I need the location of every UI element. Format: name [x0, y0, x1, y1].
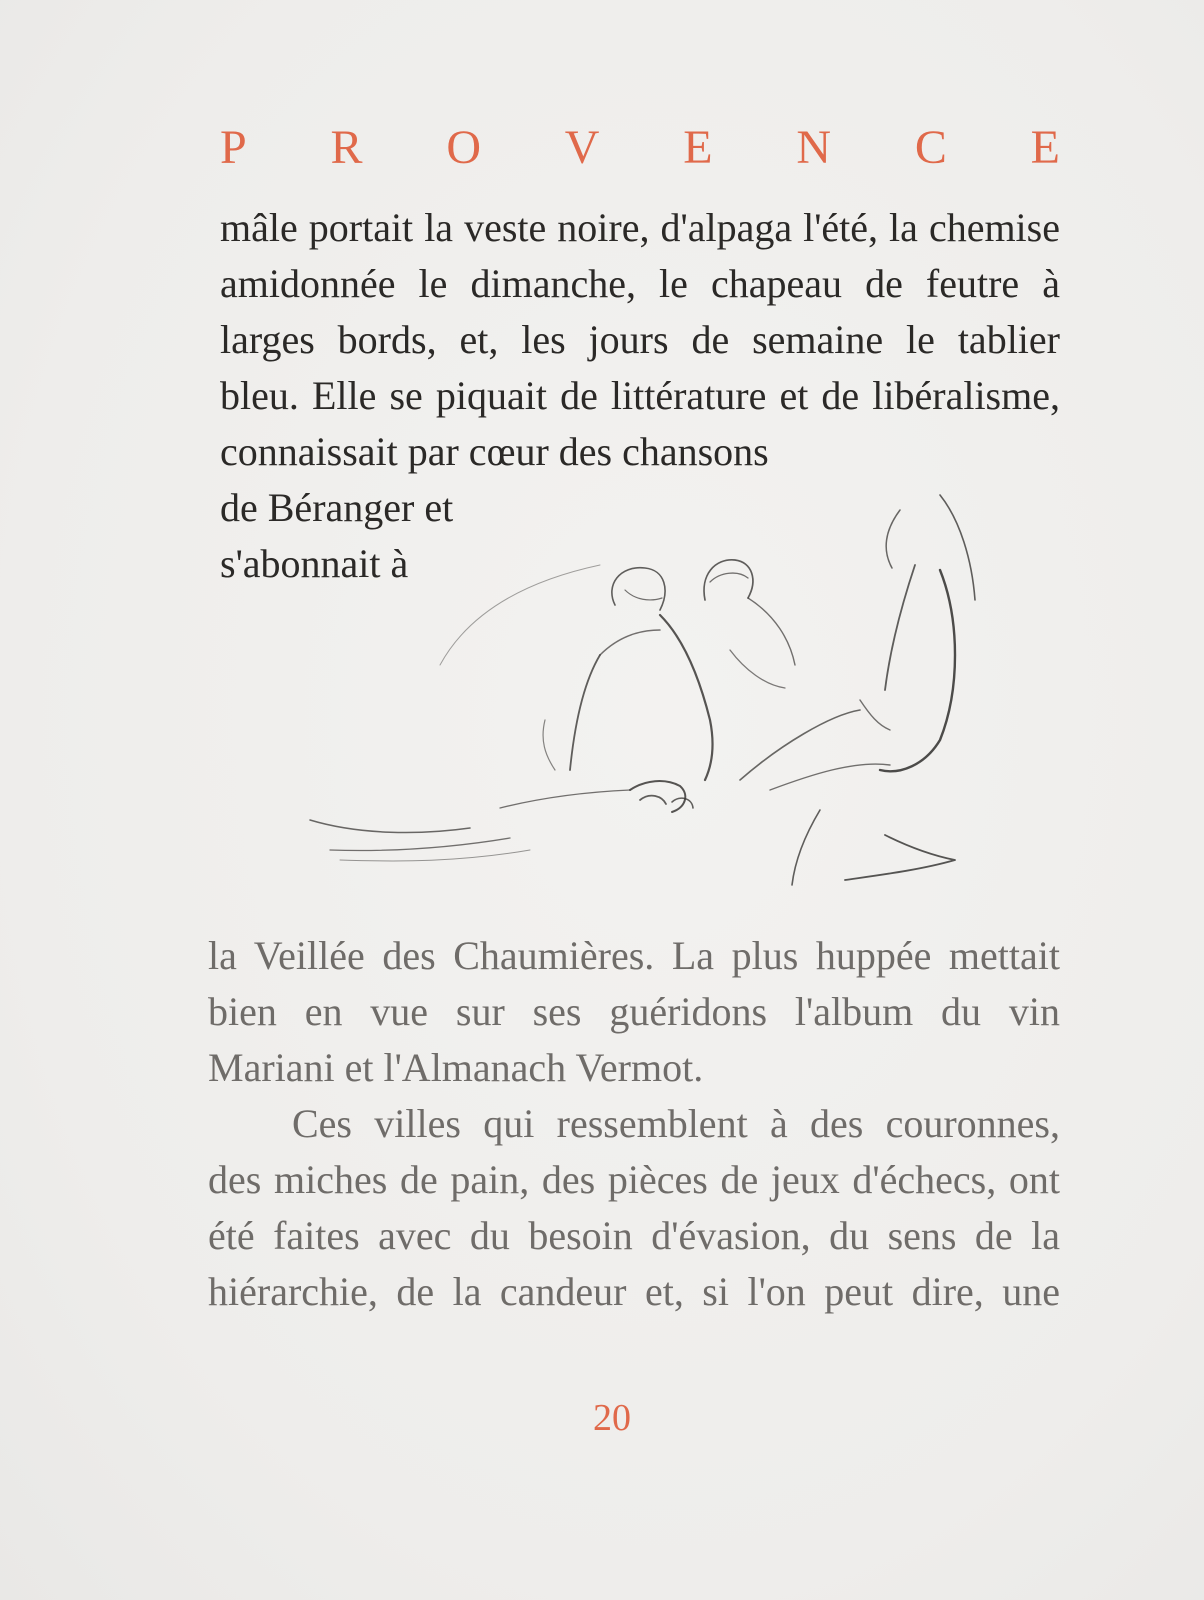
- running-head-letter: P: [220, 121, 247, 174]
- running-head-letter: E: [1030, 121, 1060, 174]
- text-line: des miches de pain, des pièces de jeux d'échecs, ont: [208, 1157, 1060, 1202]
- text-line: bien en vue sur ses guéridons l'album du vin: [208, 989, 1060, 1034]
- text-line: s'abonnait à: [220, 541, 409, 586]
- text-line: bleu. Elle se piquait de littérature et de libéralisme,: [220, 373, 1060, 418]
- page-number: 20: [593, 1397, 631, 1439]
- running-head-letter: O: [446, 121, 481, 174]
- running-head-letter: R: [330, 121, 363, 174]
- running-head-letter: V: [564, 121, 600, 174]
- text-line: mâle portait la veste noire, d'alpaga l'été, la chemise: [220, 205, 1060, 250]
- text-line: Mariani et l'Almanach Vermot.: [208, 1045, 704, 1090]
- text-line: Ces villes qui ressemblent à des couronnes,: [292, 1101, 1060, 1146]
- text-line: connaissait par cœur des chansons: [220, 429, 769, 474]
- text-line: été faites avec du besoin d'évasion, du sens de la: [208, 1213, 1060, 1258]
- bottom-paragraph: [208, 928, 1060, 1320]
- text-line: de Béranger et: [220, 485, 454, 530]
- text-line: la Veillée des Chaumières. La plus huppée mettait: [208, 933, 1060, 978]
- running-head-letter: C: [914, 121, 947, 174]
- running-head: [220, 120, 1060, 175]
- text-line: hiérarchie, de la candeur et, si l'on peut dire, une: [208, 1269, 1060, 1314]
- running-head-letter: E: [683, 121, 713, 174]
- running-head-letter: N: [796, 121, 832, 174]
- pencil-sketch-figures-icon: [300, 490, 1000, 910]
- text-line: amidonnée le dimanche, le chapeau de feutre à: [220, 261, 1060, 306]
- text-line: larges bords, et, les jours de semaine le tablier: [220, 317, 1060, 362]
